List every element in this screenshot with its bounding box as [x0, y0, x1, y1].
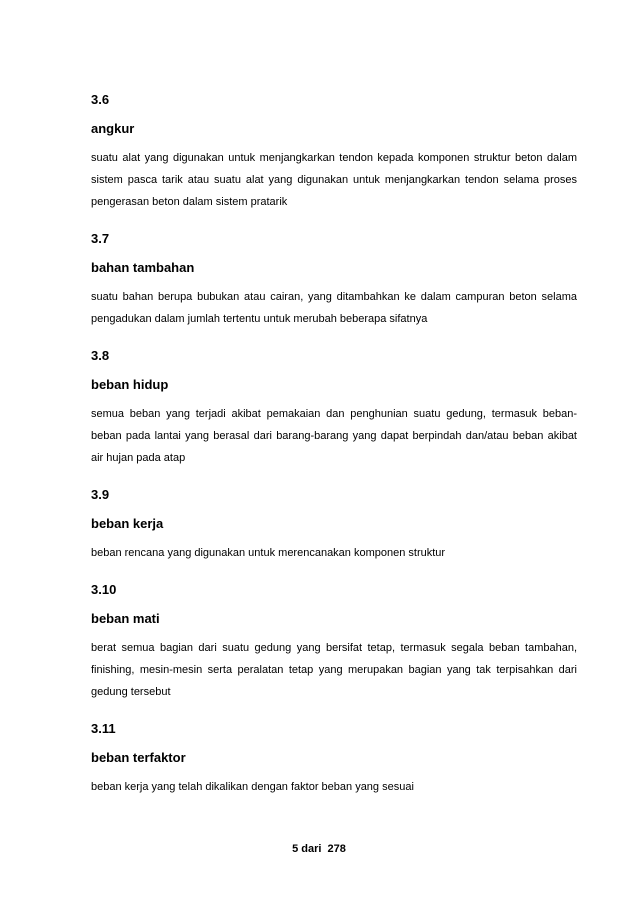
- page-number: 5 dari 278: [292, 843, 346, 855]
- entry-term: beban mati: [91, 611, 160, 626]
- entry-term: beban hidup: [91, 377, 169, 392]
- entry-definition: suatu alat yang digunakan untuk menjangkarkan tendon kepada komponen struktur beton dalam sistem pasca tarik atau suatu alat yang digunakan untuk menjangkarkan tendon selama proses pengerasan beton dalam sistem pratarik: [91, 152, 577, 208]
- definitions-list: [91, 90, 577, 814]
- entry-definition: suatu bahan berupa bubukan atau cairan, yang ditambahkan ke dalam campuran beton selama pengadukan dalam jumlah tertentu untuk merubah beberapa sifatnya: [91, 291, 577, 325]
- entry-number: 3.8: [91, 348, 110, 363]
- entry-definition: semua beban yang terjadi akibat pemakaian dan penghunian suatu gedung, termasuk beban-beban pada lantai yang berasal dari barang-barang yang dapat berpindah dan/atau beban akibat air hujan pada atap: [91, 408, 577, 464]
- entry-definition: beban kerja yang telah dikalikan dengan faktor beban yang sesuai: [91, 781, 414, 793]
- entry-term: angkur: [91, 121, 135, 136]
- entry-term: bahan tambahan: [91, 260, 195, 275]
- definition-entry: [91, 485, 577, 564]
- entry-number: 3.10: [91, 582, 117, 597]
- definition-entry: [91, 90, 577, 213]
- definition-entry: [91, 580, 577, 703]
- definition-entry: [91, 346, 577, 469]
- definition-entry: [91, 229, 577, 330]
- entry-definition: beban rencana yang digunakan untuk merencanakan komponen struktur: [91, 547, 446, 559]
- entry-number: 3.11: [91, 721, 116, 736]
- entry-number: 3.9: [91, 487, 110, 502]
- entry-term: beban kerja: [91, 516, 164, 531]
- entry-term: beban terfaktor: [91, 750, 186, 765]
- definition-entry: [91, 719, 577, 798]
- entry-number: 3.6: [91, 92, 110, 107]
- entry-number: 3.7: [91, 231, 110, 246]
- entry-definition: berat semua bagian dari suatu gedung yang bersifat tetap, termasuk segala beban tambahan, finishing, mesin-mesin serta peralatan tetap yang merupakan bagian yang tak terpisahkan dari gedung tersebut: [91, 642, 577, 698]
